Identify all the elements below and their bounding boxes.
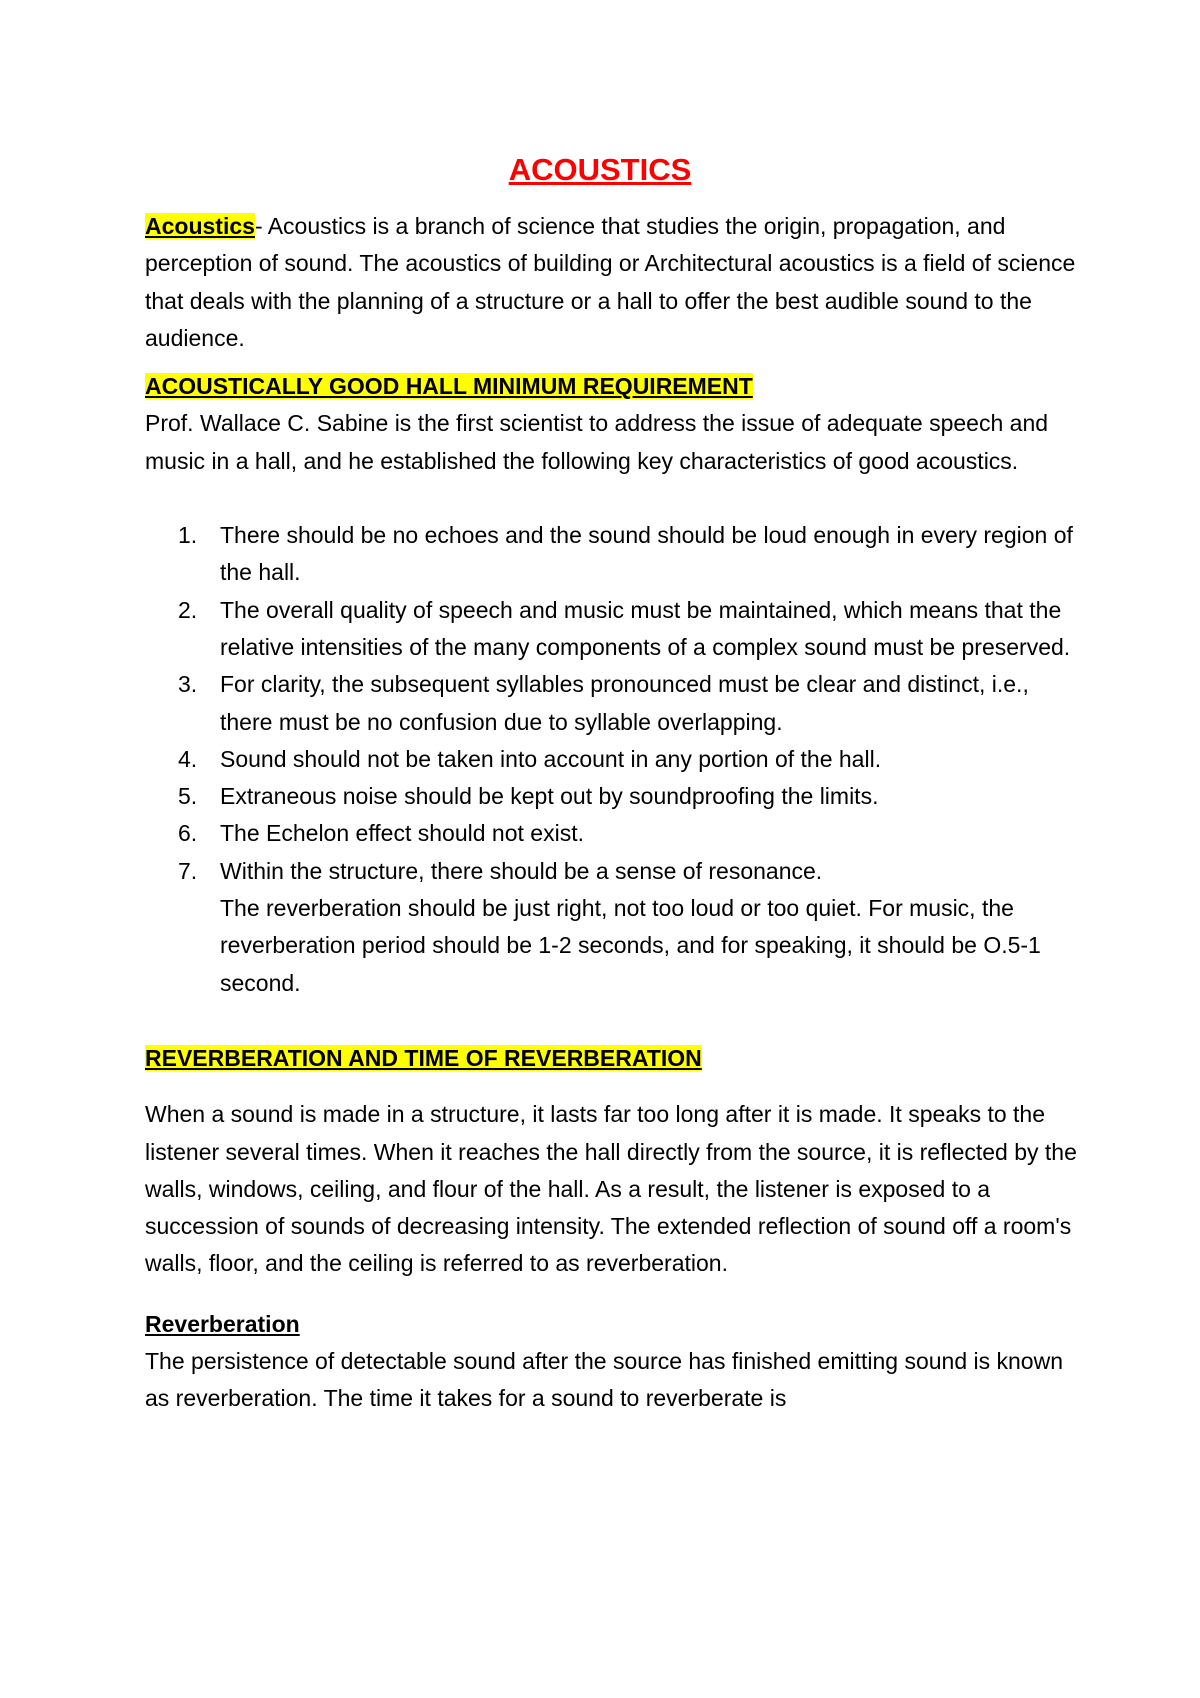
- list-item-extra-text: The reverberation should be just right, not too loud or too quiet. For music, the reverberation period should be 1-2 seconds, and for speaking, it should be O.5-1 second.: [220, 895, 1041, 996]
- list-item: [178, 592, 1085, 667]
- list-item-text: There should be no echoes and the sound should be loud enough in every region of the hall.: [220, 522, 1073, 586]
- list-item-number: 1.: [178, 522, 198, 549]
- list-item-text: The Echelon effect should not exist.: [220, 820, 584, 847]
- requirements-list: [145, 517, 1085, 1002]
- section-heading-requirements: [145, 368, 1085, 405]
- requirements-intro: Prof. Wallace C. Sabine is the first scientist to address the issue of adequate speech and music in a hall, and he established the following key characteristics of good acoustics.: [145, 410, 1049, 474]
- list-item: [178, 815, 1085, 852]
- section-heading-requirements-text: ACOUSTICALLY GOOD HALL MINIMUM REQUIREMENT: [145, 373, 753, 400]
- document-title: ACOUSTICS: [508, 152, 692, 187]
- list-item: [178, 741, 1085, 778]
- list-item: [178, 666, 1085, 741]
- list-item-number: 7.: [178, 857, 198, 884]
- subheading-reverberation: [145, 1306, 1085, 1343]
- reverberation-paragraph: When a sound is made in a structure, it lasts far too long after it is made. It speaks to the listener several times. When it reaches the hall directly from the source, it is reflected by the walls, windows, ceiling, and flour of the hall. As a result, the listener is exposed to a succession of sounds of decreasing intensity. The extended reflection of sound off a room's walls, floor, and the ceiling is referred to as reverberation.: [145, 1101, 1077, 1277]
- list-item-number: 6.: [178, 820, 198, 847]
- list-item-number: 3.: [178, 671, 198, 698]
- list-item-text: Sound should not be taken into account in any portion of the hall.: [220, 745, 882, 772]
- list-item: [178, 517, 1085, 592]
- list-item-number: 5.: [178, 783, 198, 810]
- list-item: [178, 853, 1085, 1002]
- list-item-text: Extraneous noise should be kept out by soundproofing the limits.: [220, 783, 879, 810]
- subheading-reverberation-text: Reverberation: [145, 1310, 300, 1337]
- list-item-text: For clarity, the subsequent syllables pronounced must be clear and distinct, i.e., there must be no confusion due to syllable overlapping.: [220, 671, 1029, 735]
- intro-term: Acoustics: [145, 213, 255, 239]
- list-item-number: 4.: [178, 745, 198, 772]
- list-item-text: The overall quality of speech and music must be maintained, which means that the relative intensities of the many components of a complex sound must be preserved.: [220, 596, 1071, 660]
- list-item-number: 2.: [178, 596, 198, 623]
- list-item: [178, 778, 1085, 815]
- intro-paragraph: [145, 208, 1085, 357]
- list-item-text: Within the structure, there should be a sense of resonance.: [220, 857, 823, 884]
- section-heading-reverberation: [145, 1040, 1085, 1077]
- intro-text: - Acoustics is a branch of science that studies the origin, propagation, and perception of sound. The acoustics of building or Architectural acoustics is a field of science that deals with the planning of a structure or a hall to offer the best audible sound to the audience.: [145, 213, 1076, 351]
- document-body: [145, 208, 1085, 1418]
- section-heading-reverberation-text: REVERBERATION AND TIME OF REVERBERATION: [145, 1044, 702, 1071]
- reverberation-definition: The persistence of detectable sound after the source has finished emitting sound is known as reverberation. The time it takes for a sound to reverberate is: [145, 1348, 1063, 1412]
